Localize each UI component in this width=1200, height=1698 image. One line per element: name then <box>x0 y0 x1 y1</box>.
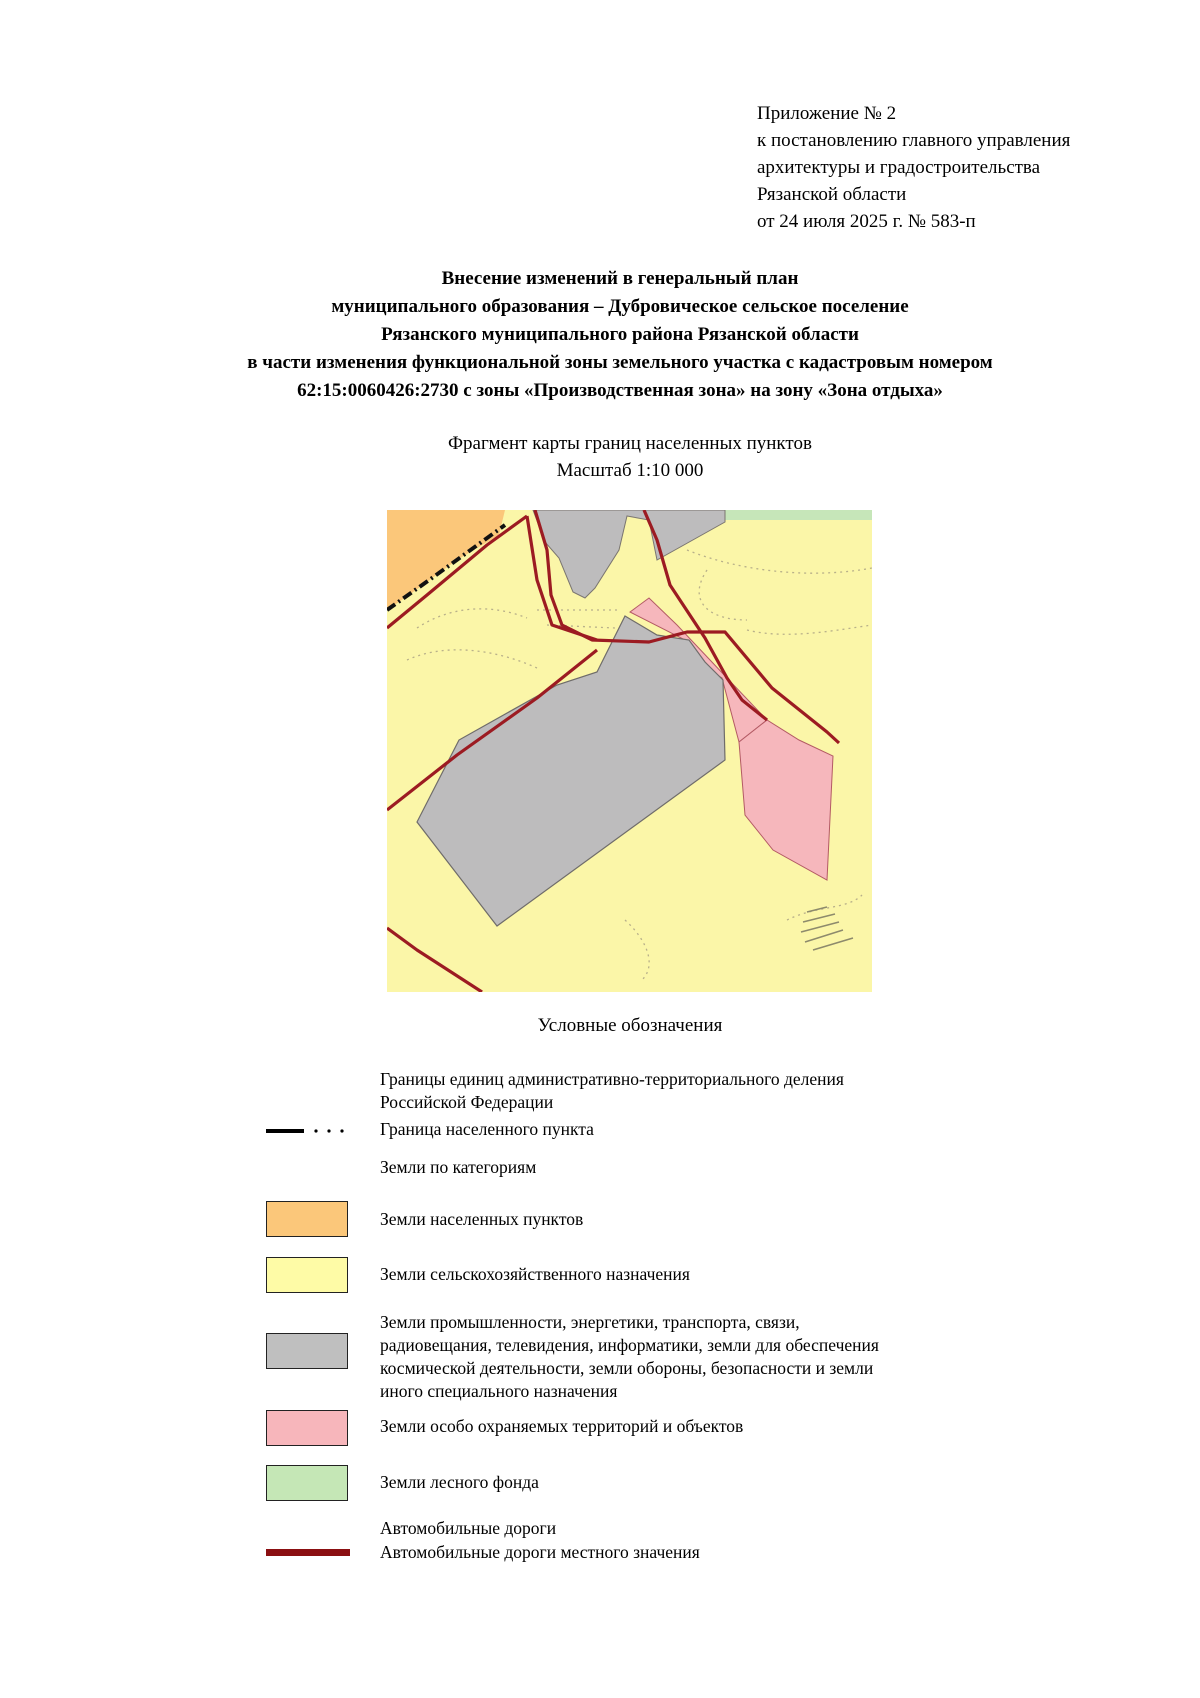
title-line: 62:15:0060426:2730 с зоны «Производственная зона» на зону «Зона отдыха» <box>297 380 943 401</box>
legend-industrial-land <box>380 1311 879 1403</box>
legend-label: радиовещания, телевидения, информатики, земли для обеспечения <box>380 1335 879 1355</box>
legend-label: Российской Федерации <box>380 1092 554 1112</box>
title-line: Рязанского муниципального района Рязанской области <box>381 324 859 345</box>
settlement-boundary-symbol <box>266 1126 348 1136</box>
legend-label: космической деятельности, земли обороны, безопасности и земли <box>380 1358 874 1378</box>
appendix-line: Приложение № 2 <box>757 103 897 124</box>
appendix-line: архитектуры и градостроительства <box>757 157 1041 178</box>
agricultural-land-swatch <box>266 1257 348 1293</box>
appendix-line: к постановлению главного управления <box>757 130 1071 151</box>
legend-roads: Автомобильные дороги <box>380 1518 557 1538</box>
title-line: муниципального образования – Дубровическое сельское поселение <box>331 296 909 317</box>
legend-land-by-category: Земли по категориям <box>380 1157 537 1177</box>
appendix-line: от 24 июля 2025 г. № 583-п <box>757 211 976 232</box>
protected-land-swatch <box>266 1410 348 1446</box>
legend-label: Земли промышленности, энергетики, транспорта, связи, <box>380 1312 800 1332</box>
legend-settlement-boundary: Граница населенного пункта <box>380 1119 594 1139</box>
appendix-line: Рязанской области <box>757 184 907 205</box>
legend-forest-land: Земли лесного фонда <box>380 1472 539 1492</box>
title-line: Внесение изменений в генеральный план <box>441 268 799 289</box>
industrial-land-swatch <box>266 1333 348 1369</box>
legend-admin-boundaries <box>380 1068 844 1114</box>
legend-protected-land: Земли особо охраняемых территорий и объектов <box>380 1416 744 1436</box>
legend-label: Границы единиц административно-территориального деления <box>380 1069 844 1089</box>
appendix-block <box>757 100 1070 235</box>
document-title <box>140 265 1100 405</box>
map-caption <box>300 430 960 484</box>
local-road-symbol <box>266 1549 350 1556</box>
map-fragment <box>387 510 872 992</box>
forest-land-swatch <box>266 1465 348 1501</box>
legend-label: иного специального назначения <box>380 1381 618 1401</box>
forest-land-area <box>725 510 872 520</box>
settlement-land-swatch <box>266 1201 348 1237</box>
legend-title: Условные обозначения <box>537 1015 723 1036</box>
map-scale: Масштаб 1:10 000 <box>556 460 704 481</box>
legend-agricultural-land: Земли сельскохозяйственного назначения <box>380 1264 690 1284</box>
legend-settlement-land: Земли населенных пунктов <box>380 1209 584 1229</box>
title-line: в части изменения функциональной зоны земельного участка с кадастровым номером <box>247 352 993 373</box>
map-caption-title: Фрагмент карты границ населенных пунктов <box>448 433 812 454</box>
legend-local-roads: Автомобильные дороги местного значения <box>380 1542 700 1562</box>
